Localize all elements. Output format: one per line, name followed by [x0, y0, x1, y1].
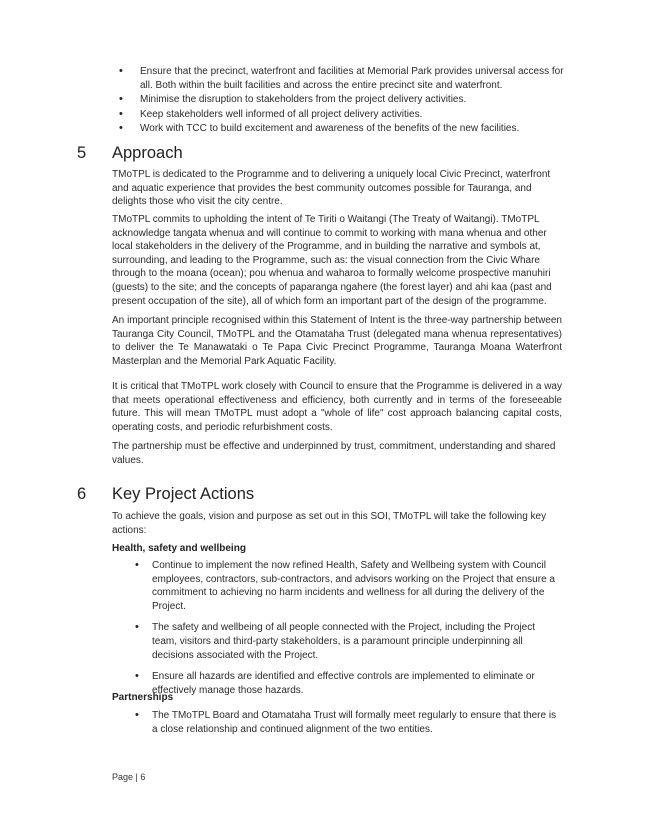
list-item: • Continue to implement the now refined Health, Safety and Wellbeing system with Council employees, contractors, sub-contractors, and advisors working on the Project that ensure a commitment to achieving no harm incidents and wellness for all during the delivery of the Project.: [152, 559, 562, 613]
section-5-paragraph-2: TMoTPL commits to upholding the intent of Te Tiriti o Waitangi (The Treaty of Waitangi). TMoTPL acknowledge tangata whenua and will continue to commit to working with mana whenua and other local stakeholders in the delivery of the Programme, and in building the narrative and symbols at, surrounding, and leading to the Programme, such as: the visual connection from the Civic Whare through to the moana (ocean); pou whenua and waharoa to formally welcome prospective manuhiri (guests) to the site; and the concepts of paparanga ngahere (the forest layer) and ahi kaa (past and present occupation of the site), all of which form an important part of the design of the programme.: [112, 214, 552, 307]
section-5-paragraph-1: TMoTPL is dedicated to the Programme and to delivering a uniquely local Civic Precinct, waterfront and aquatic experience that provides the best community outcomes possible for Tauranga, and delights those who visit the city centre.: [112, 169, 551, 208]
section-6-intro: To achieve the goals, vision and purpose as set out in this SOI, TMoTPL will take the following key actions:: [112, 511, 547, 536]
section-5-number: 5: [77, 144, 87, 162]
section-5-paragraph-5: The partnership must be effective and underpinned by trust, commitment, understanding and shared values.: [112, 441, 556, 466]
section-5-paragraph-4: It is critical that TMoTPL work closely with Council to ensure that the Programme is delivered in a way that meets operational effectiveness and efficiency, both currently and in terms of the foreseeable future. This will mean TMoTPL must adopt a "whole of life" cost approach balancing capital costs, operating costs, and periodic refurbishment costs.: [112, 381, 562, 433]
section-6-heading: Key Project Actions: [112, 485, 255, 503]
health-safety-subheading: Health, safety and wellbeing: [112, 543, 246, 554]
intro-bullet-list: [140, 65, 565, 137]
list-item: • Ensure all hazards are identified and effective controls are implemented to eliminate or effectively manage those hazards.: [152, 670, 562, 697]
list-item: • The safety and wellbeing of all people connected with the Project, including the Project team, visitors and third-party stakeholders, is a paramount principle underpinning all decisions associated with the Project.: [152, 621, 562, 662]
section-5-heading: Approach: [112, 144, 183, 162]
page-number-footer: Page | 6: [112, 772, 146, 782]
section-6-number: 6: [77, 485, 87, 503]
health-bullet-list: [152, 559, 562, 705]
list-item: • Work with TCC to build excitement and awareness of the benefits of the new facilities.: [140, 122, 565, 136]
list-item: • Minimise the disruption to stakeholders from the project delivery activities.: [140, 93, 565, 107]
list-item: • Ensure that the precinct, waterfront and facilities at Memorial Park provides universal access for all. Both within the built facilities and across the entire precinct site and waterfront.: [140, 65, 565, 92]
partnerships-bullet-list: [152, 709, 562, 744]
list-item: • The TMoTPL Board and Otamataha Trust will formally meet regularly to ensure that there is a close relationship and continued alignment of the two entities.: [152, 709, 562, 736]
partnerships-subheading: Partnerships: [112, 692, 174, 703]
list-item: • Keep stakeholders well informed of all project delivery activities.: [140, 108, 565, 122]
section-5-paragraph-3: An important principle recognised within this Statement of Intent is the three-way partnership between Tauranga City Council, TMoTPL and the Otamataha Trust (delegated mana whenua representatives) to deliver the Te Manawataki o Te Papa Civic Precinct Programme, Tauranga Moana Waterfront Masterplan and the Memorial Park Aquatic Facility.: [112, 315, 562, 367]
